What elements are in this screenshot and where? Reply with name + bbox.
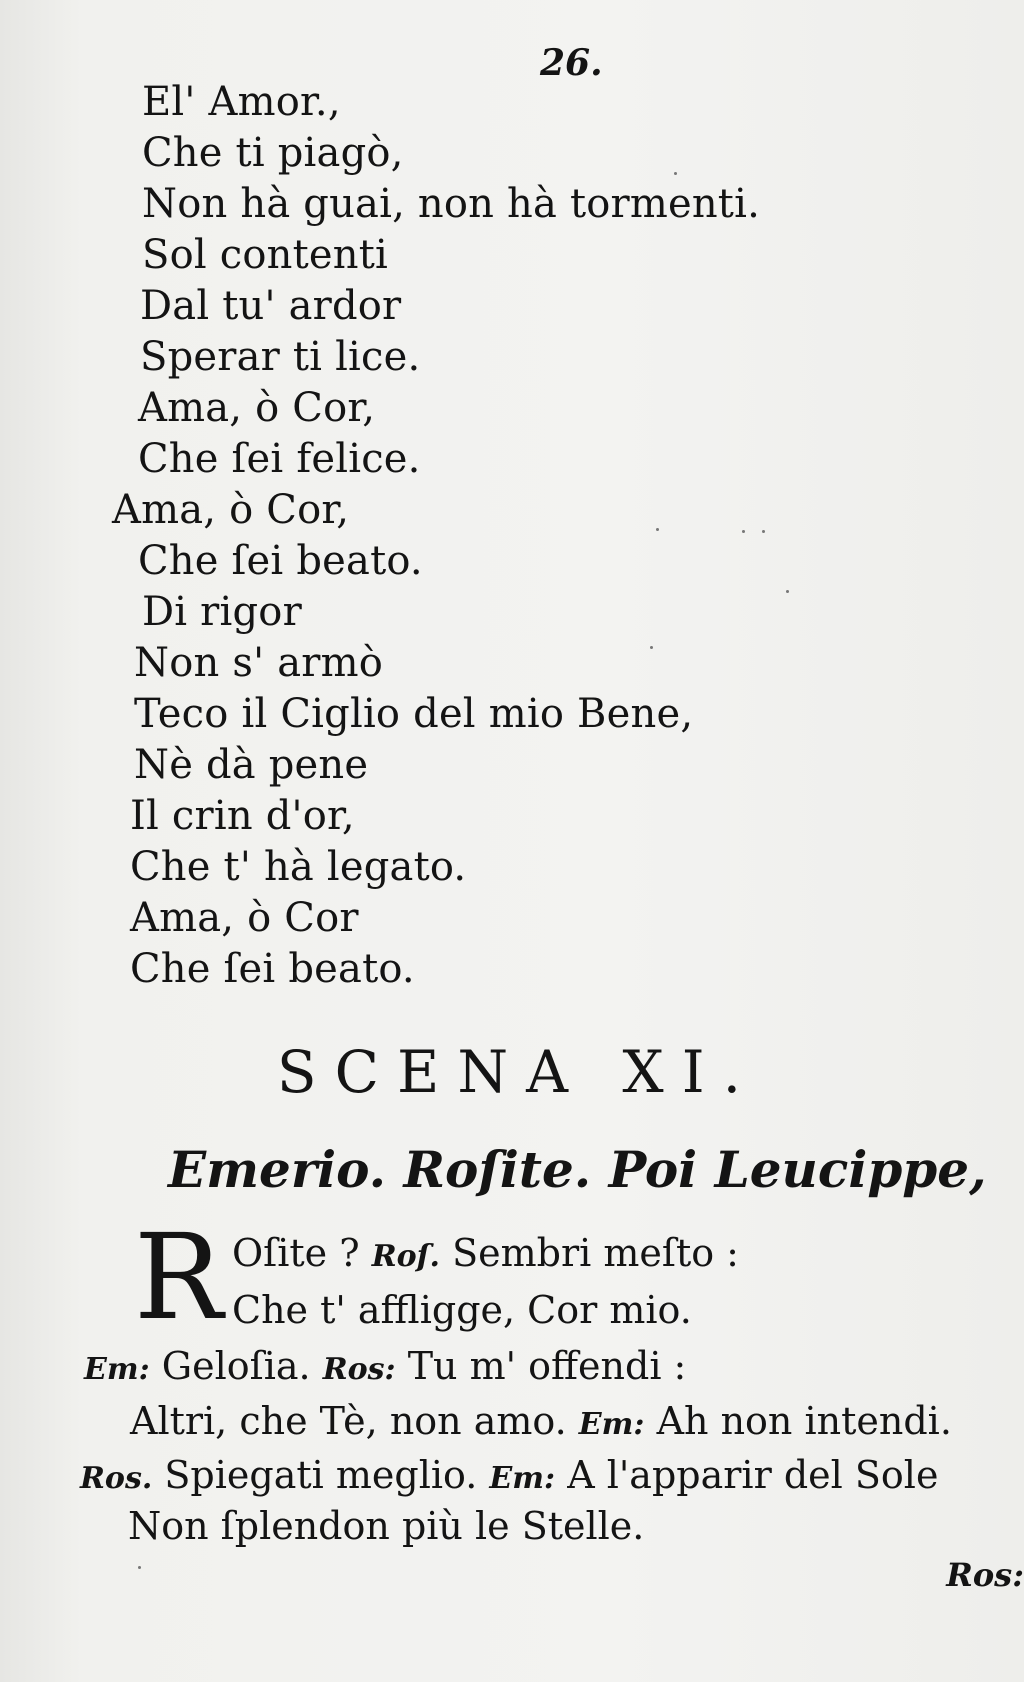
verse-line: Che ſei beato. — [130, 946, 415, 992]
verse-line: El' Amor., — [142, 79, 341, 125]
dialogue-text: Che t' affligge, Cor mio. — [232, 1288, 692, 1332]
verse-line: Ama, ò Cor, — [112, 487, 350, 533]
dialogue-text: Spiegati meglio. — [164, 1453, 478, 1497]
paper-speck — [742, 530, 745, 533]
verse-line: Che ti piagò, — [142, 130, 404, 176]
verse-line: Sol contenti — [142, 232, 389, 278]
speaker-label: Ros. — [80, 1461, 153, 1496]
dialogue-text: Ah non intendi. — [656, 1399, 952, 1443]
paper-speck — [762, 530, 765, 533]
paper-speck — [138, 1566, 141, 1569]
catchword: Ros: — [946, 1556, 1024, 1594]
dialogue-text: Tu m' offendi : — [407, 1344, 687, 1388]
dialogue-line — [232, 1287, 692, 1333]
speaker-label: Em: — [489, 1461, 556, 1496]
dialogue-text: Non ſplendon più le Stelle. — [128, 1504, 645, 1548]
verse-line: Dal tu' ardor — [140, 283, 402, 329]
verse-line: Che ſei beato. — [138, 538, 423, 584]
verse-line: Teco il Ciglio del mio Bene, — [134, 691, 694, 737]
dialogue-text: Geloſia. — [161, 1344, 311, 1388]
dialogue-text: A l'apparir del Sole — [567, 1453, 939, 1497]
dialogue-text: Oſite ? — [232, 1231, 360, 1275]
paper-speck — [674, 172, 677, 175]
paper-speck — [650, 646, 653, 649]
verse-line: Ama, ò Cor — [130, 895, 359, 941]
scene-heading: SCENA XI. — [276, 1038, 760, 1106]
verse-line: Di rigor — [142, 589, 302, 635]
verse-line: Ama, ò Cor, — [138, 385, 376, 431]
speaker-label: Em: — [84, 1352, 150, 1387]
dialogue-text: Altri, che Tè, non amo. — [130, 1399, 567, 1443]
verse-line: Il crin d'or, — [130, 793, 355, 839]
paper-speck — [786, 590, 789, 593]
dialogue-line — [130, 1398, 952, 1448]
page-number: 26. — [540, 42, 603, 84]
dialogue-line — [232, 1230, 739, 1280]
verse-line: Che t' hà legato. — [130, 844, 467, 890]
verse-line: Sperar ti lice. — [140, 334, 421, 380]
dialogue-line — [128, 1503, 644, 1549]
paper-speck — [656, 528, 659, 531]
verse-line: Nè dà pene — [134, 742, 369, 788]
dialogue-text: Sembri meſto : — [452, 1231, 739, 1275]
scene-characters: Emerio. Roſite. Poi Leucippe, — [168, 1140, 987, 1199]
verse-line: Non hà guai, non hà tormenti. — [142, 181, 760, 227]
speaker-label: Em: — [578, 1407, 645, 1442]
verse-line: Che ſei felice. — [138, 436, 421, 482]
speaker-label: Roſ. — [371, 1239, 440, 1274]
verse-line: Non s' armò — [134, 640, 383, 686]
drop-capital: R — [134, 1208, 223, 1346]
dialogue-line — [84, 1343, 686, 1393]
speaker-label: Ros: — [322, 1352, 396, 1387]
dialogue-line — [80, 1452, 938, 1502]
